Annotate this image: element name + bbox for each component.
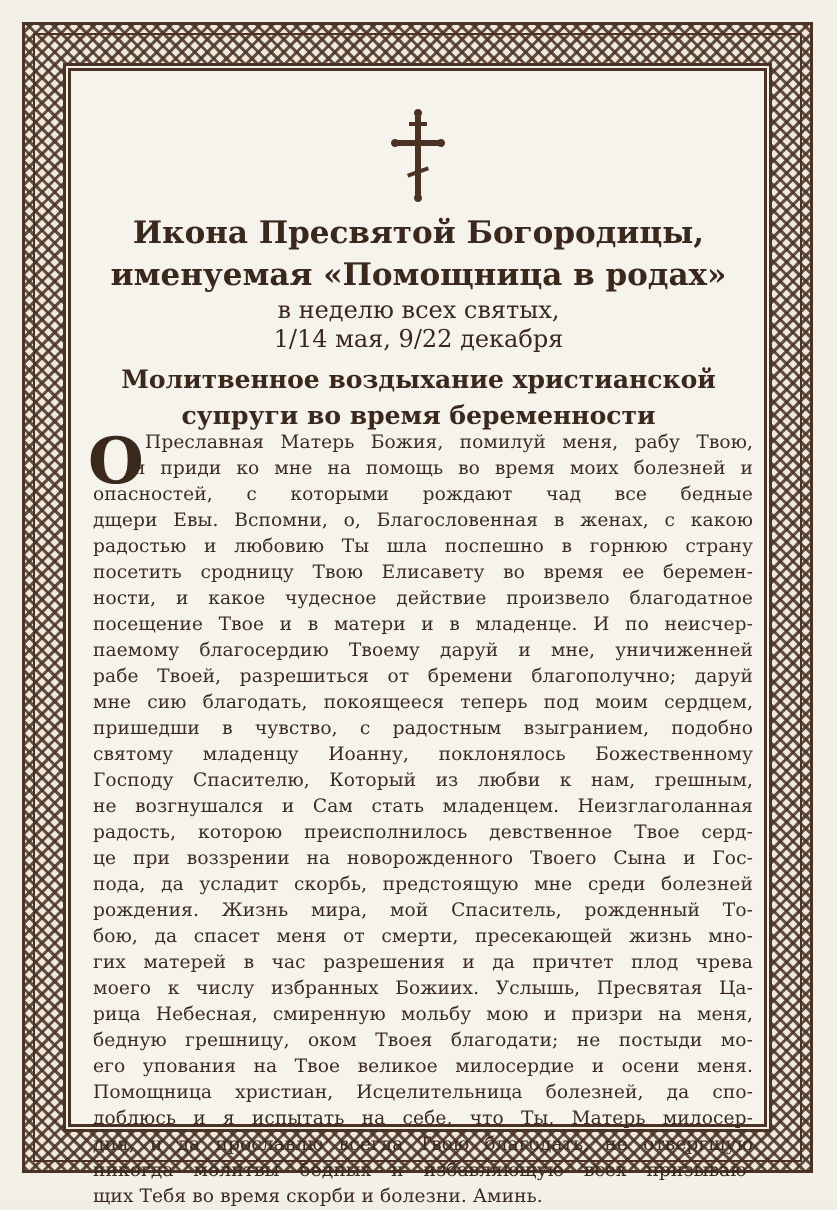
prayer-line: доблюсь и я испытать на себе, что Ты, Матерь милосер- <box>93 1108 753 1129</box>
prayer-line: гих матерей в час разрешения и да причтет плод чрева <box>93 952 753 973</box>
prayer-line: посетить сродницу Твою Елисавету во время ее беремен- <box>93 562 753 583</box>
prayer-line: мне сию благодать, покоящееся теперь под моим сердцем, <box>93 692 753 713</box>
prayer-line: пода, да усладит скорбь, предстоящую мне среди болезней <box>93 874 753 895</box>
prayer-heading <box>90 362 747 434</box>
prayer-line: Преславная Матерь Божия, помилуй меня, рабу Твою, <box>145 432 753 453</box>
title-line: Икона Пресвятой Богородицы, <box>132 215 705 251</box>
prayer-line: моего к числу избранных Божиих. Услышь, Пресвятая Ца- <box>93 978 753 999</box>
prayer-line: бою, да спасет меня от смерти, пресекающей жизнь мно- <box>93 926 753 947</box>
prayer-line: паемому благосердию Твоему даруй и мне, уничиженней <box>93 640 753 661</box>
prayer-line: бедную грешницу, оком Твоея благодати; не постыди мо- <box>93 1030 753 1051</box>
prayer-line: посещение Твое и в матери и в младенце. И по неисчер- <box>93 614 753 635</box>
prayer-line: Господу Спасителю, Который из любви к нам, грешным, <box>93 770 753 791</box>
card-title <box>90 212 747 296</box>
prayer-line: дия, и да прославлю всегда Твою благодать, не отвергшую <box>93 1134 753 1155</box>
title-line: именуемая «Помощница в родах» <box>110 257 727 293</box>
prayer-line: щих Тебя во время скорби и болезни. Аминь. <box>93 1186 543 1207</box>
prayer-line: рабе Твоей, разрешиться от бремени благополучно; даруй <box>93 666 753 687</box>
prayer-line: опасностей, с которыми рождают чад все бедные <box>93 484 753 505</box>
prayer-line: радостью и любовию Ты шла поспешно в горнюю страну <box>93 536 753 557</box>
orthodox-cross-icon <box>392 110 444 202</box>
heading-line: супруги во время беременности <box>181 401 656 430</box>
prayer-line: и приди ко мне на помощь во время моих болезней и <box>133 458 753 479</box>
drop-cap: О <box>88 424 144 499</box>
subtitle-line: 1/14 мая, 9/22 декабря <box>273 325 564 353</box>
prayer-line: рица Небесная, смиренную мольбу мою и призри на меня, <box>93 1004 753 1025</box>
prayer-line: пришедши в чувство, с радостным взыгранием, подобно <box>93 718 753 739</box>
prayer-text <box>93 430 753 1207</box>
prayer-line: радость, которою преисполнилось девственное Твое серд- <box>93 822 753 843</box>
prayer-line: святому младенцу Иоанну, поклонялось Божественному <box>93 744 753 765</box>
heading-line: Молитвенное воздыхание христианской <box>121 365 716 394</box>
subtitle-line: в неделю всех святых, <box>277 296 560 324</box>
prayer-line: Помощница христиан, Исцелительница болезней, да спо- <box>93 1082 753 1103</box>
feast-dates <box>90 296 747 354</box>
prayer-line: це при воззрении на новорожденного Твоего Сына и Гос- <box>93 848 753 869</box>
prayer-line: рождения. Жизнь мира, мой Спаситель, рожденный То- <box>93 900 753 921</box>
prayer-line: никогда молитвы бедных и избавляющую всех призываю- <box>93 1160 753 1181</box>
prayer-line: не возгнушался и Сам стать младенцем. Неизглаголанная <box>93 796 753 817</box>
prayer-line: ности, и какое чудесное действие произвело благодатное <box>93 588 753 609</box>
prayer-line: его упования на Твое великое милосердие и осени меня. <box>93 1056 753 1077</box>
prayer-line: дщери Евы. Вспомни, о, Благословенная в женах, с какою <box>93 510 753 531</box>
